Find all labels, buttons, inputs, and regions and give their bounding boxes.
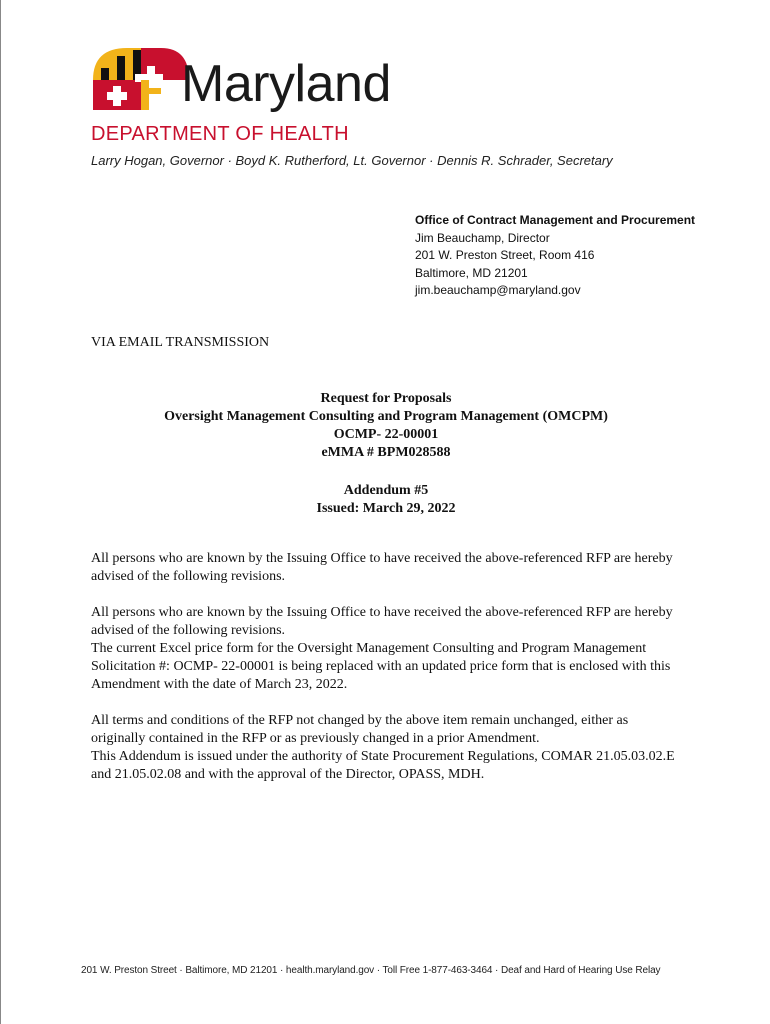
title-line-3: OCMP- 22-00001 (333, 427, 439, 442)
paragraph-2-intro: All persons who are known by the Issuing Office to have received the above-referenced RFP are hereby advised of the following revisions. (91, 605, 673, 638)
transmission-method: VIA EMAIL TRANSMISSION (91, 335, 270, 350)
office-director: Jim Beauchamp, Director (415, 230, 550, 245)
title-line-4: eMMA # BPM028588 (321, 445, 451, 460)
paragraph-3-terms: All terms and conditions of the RFP not changed by the above item remain unchanged, either as originally contained in the RFP or as previously changed in a prior Amendment. (91, 713, 629, 746)
paragraph-2 (91, 604, 681, 694)
rfp-title-block (91, 390, 681, 518)
paragraph-2-detail: The current Excel price form for the Oversight Management Consulting and Program Management Solicitation #: OCMP- 22-00001 is being replaced with an updated price form that is enclosed with this Amendment with the date of March 23, 2022. (91, 641, 671, 692)
title-line-2: Oversight Management Consulting and Program Management (OMCPM) (164, 409, 608, 424)
paragraph-3-authority: This Addendum is issued under the authority of State Procurement Regulations, COMAR 21.05.03.02.E and 21.05.02.08 and with the approval of the Director, OPASS, MDH. (91, 749, 675, 782)
document-body (91, 550, 681, 802)
office-email[interactable]: jim.beauchamp@maryland.gov (415, 283, 581, 297)
office-street: 201 W. Preston Street, Room 416 (415, 248, 595, 262)
paragraph-3 (91, 712, 681, 784)
office-city: Baltimore, MD 21201 (415, 265, 528, 280)
issued-date: Issued: March 29, 2022 (316, 501, 456, 516)
addendum-number: Addendum #5 (343, 483, 429, 498)
office-address-block (415, 212, 695, 300)
paragraph-1: All persons who are known by the Issuing Office to have received the above-referenced RFP are hereby advised of the following revisions. (91, 551, 673, 584)
maryland-wordmark: Maryland (181, 55, 391, 113)
department-name: DEPARTMENT OF HEALTH (91, 123, 349, 145)
maryland-flag-logo (91, 44, 191, 112)
office-name: Office of Contract Management and Procurement (415, 213, 696, 227)
officials-line: Larry Hogan, Governor · Boyd K. Rutherford, Lt. Governor · Dennis R. Schrader, Secretary (91, 153, 613, 168)
page-footer: 201 W. Preston Street · Baltimore, MD 21201 · health.maryland.gov · Toll Free 1-877-463-3464 · Deaf and Hard of Hearing Use Relay (81, 965, 661, 976)
title-line-1: Request for Proposals (320, 391, 452, 406)
